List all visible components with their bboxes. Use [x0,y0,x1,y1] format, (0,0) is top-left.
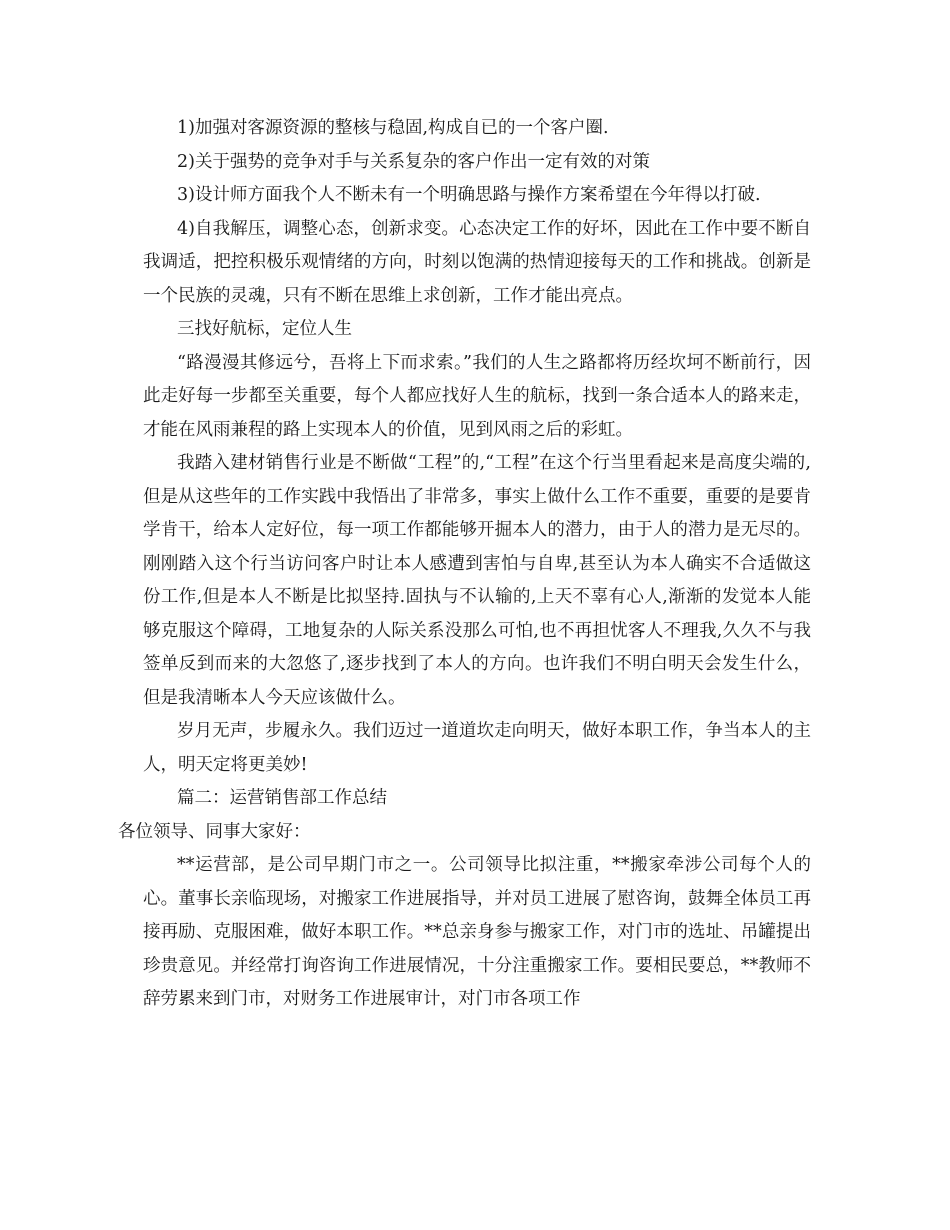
paragraph-3: 3)设计师方面我个人不断未有一个明确思路与操作方案希望在今年得以打破. [177,185,761,205]
salutation: 各位领导、同事大家好： [118,821,311,842]
paragraph-operations: **运营部，是公司早期门市之一。公司领导比拟注重，**搬家牵涉公司每个人的心。董事长亲临现场，对搬家工作进展指导，并对员工进展了慰咨询，鼓舞全体员工再接再励、克服困难，做好本职工作。**总亲身参与搬家工作，对门市的选址、吊罐提出珍贵意见。并经常打询咨询工作进展情况，十分注重搬家工作。要相民要总，**教师不辞劳累来到门市，对财务工作进展审计，对门市各项工作 [143,855,811,1009]
section-heading-three: 三找好航标，定位人生 [177,319,352,339]
paragraph-4: 4)自我解压，调整心态，创新求变。心态决定工作的好坏，因此在工作中要不断自我调适，把控积极乐观情绪的方向，时刻以饱满的热情迎接每天的工作和挑战。创新是一个民族的灵魂，只有不断在思维上求创新，工作才能出亮点。 [143,218,811,306]
paragraph-1: 1)加强对客源资源的整核与稳固,构成自已的一个客户圈. [177,118,609,138]
paragraph-2: 2)关于强势的竞争对手与关系复杂的客户作出一定有效的对策 [177,151,650,172]
chapter-heading-two: 篇二：运营销售部工作总结 [177,788,387,808]
paragraph-quote: “路漫漫其修远兮，吾将上下而求索。”我们的人生之路都将历经坎坷不断前行，因此走好每一步都至关重要，每个人都应找好人生的航标，找到一条合适本人的路来走，才能在风雨兼程的路上实现本人的价值，见到风雨之后的彩虹。 [143,352,811,440]
document-body [118,112,811,1017]
paragraph-closing: 岁月无声，步履永久。我们迈过一道道坎走向明天，做好本职工作，争当本人的主人，明天定将更美妙! [143,721,811,775]
paragraph-career: 我踏入建材销售行业是不断做“工程”的,“工程”在这个行当里看起来是高度尖端的,但是从这些年的工作实践中我悟出了非常多，事实上做什么工作不重要，重要的是要肯学肯干，给本人定好位，每一项工作都能够开掘本人的潜力，由于人的潜力是无尽的。刚刚踏入这个行当访问客户时让本人感遭到害怕与自卑,甚至认为本人确实不合适做这份工作,但是本人不断是比拟坚持.固执与不认输的,上天不辜有心人,渐渐的发觉本人能够克服这个障碍，工地复杂的人际关系没那么可怕,也不再担忧客人不理我,久久不与我签单反到而来的大忽悠了,逐步找到了本人的方向。也许我们不明白明天会发生什么，但是我清晰本人今天应该做什么。 [143,453,811,708]
